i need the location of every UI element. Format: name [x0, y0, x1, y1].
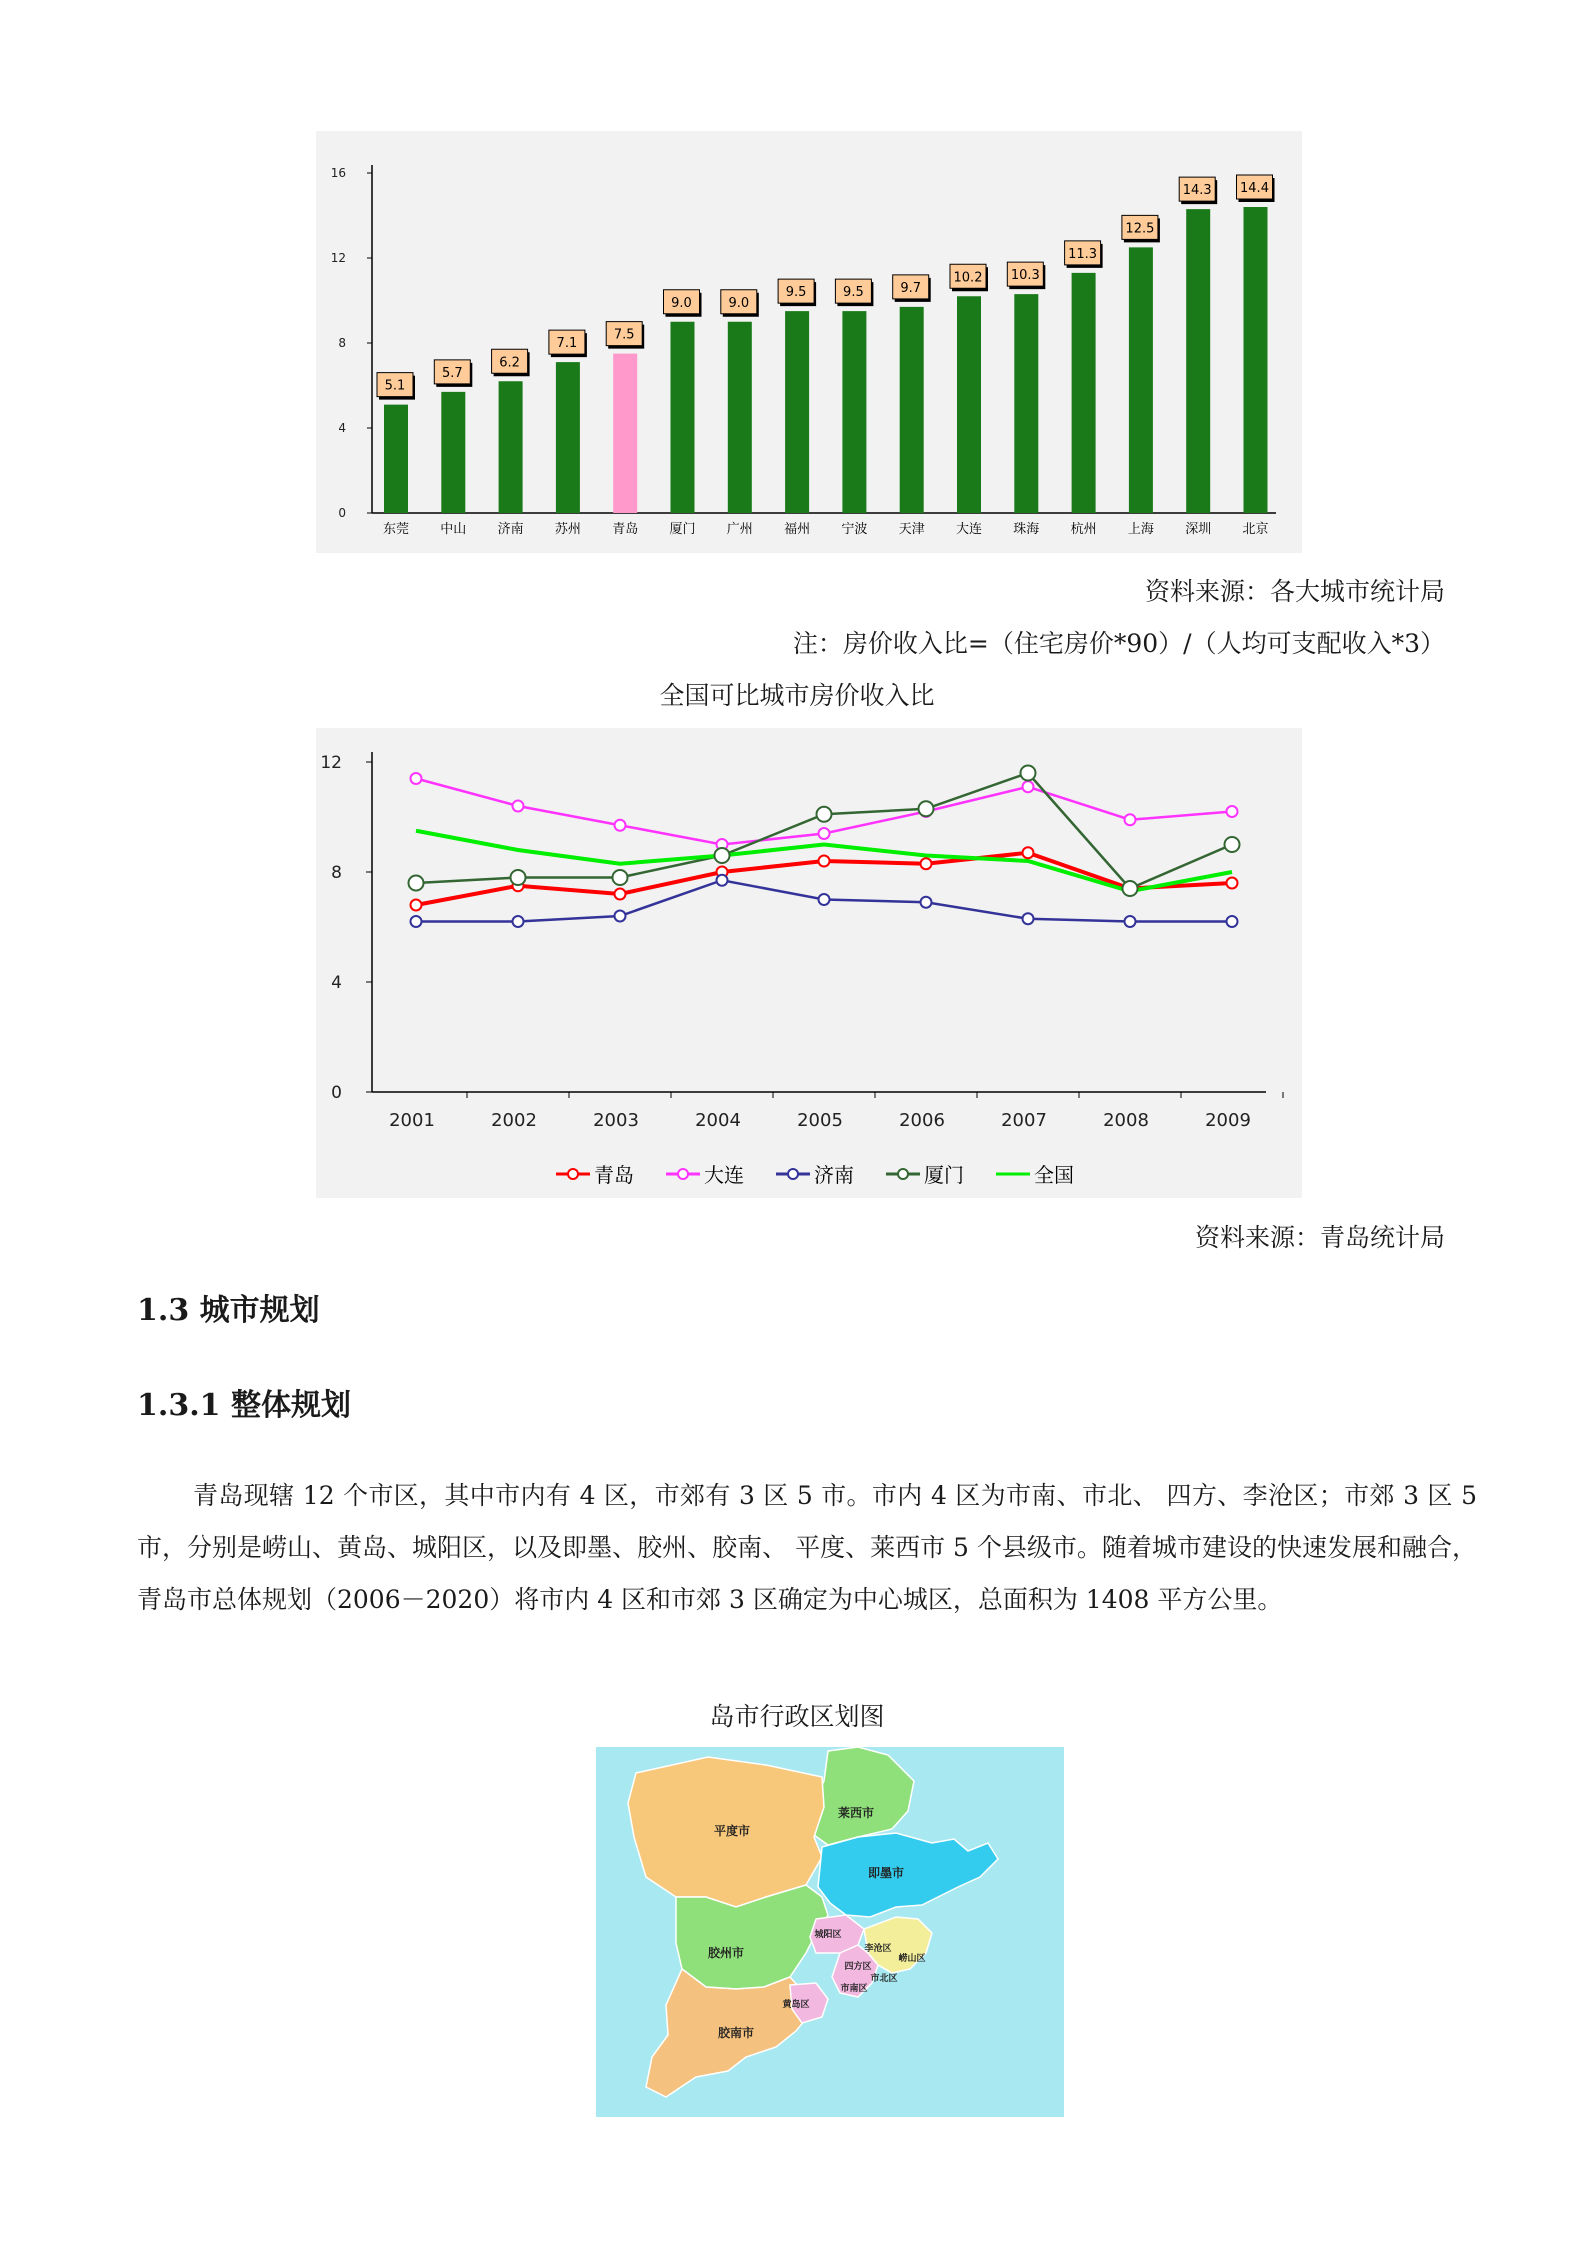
legend-marker: [678, 1169, 688, 1179]
legend-marker: [788, 1169, 798, 1179]
series-point: [613, 870, 628, 885]
data-label: 7.5: [613, 327, 635, 343]
data-label: 7.1: [556, 336, 578, 352]
bar: [957, 296, 981, 513]
series-point: [921, 897, 932, 908]
series-point: [411, 900, 422, 911]
bar-chart-panel: [316, 131, 1302, 553]
map-label-shibei: 市北区: [870, 1974, 898, 1984]
data-label: 6.2: [499, 355, 520, 371]
legend-marker: [898, 1169, 908, 1179]
data-label: 5.1: [384, 378, 406, 394]
x-tick-label: 2005: [797, 1110, 843, 1131]
series-point: [715, 848, 730, 863]
map-label-laixi: 莱西市: [837, 1806, 875, 1820]
x-tick-label: 广州: [726, 522, 753, 537]
series-point: [1123, 881, 1138, 896]
series-point: [1227, 878, 1238, 889]
bar: [671, 322, 695, 513]
x-tick-label: 2004: [695, 1110, 741, 1131]
legend-marker: [568, 1169, 578, 1179]
map-label-jiaozhou: 胶州市: [707, 1946, 745, 1960]
chart1-source: 资料来源：各大城市统计局: [1144, 577, 1445, 606]
district-map-svg: [596, 1747, 1064, 2117]
series-point: [1023, 781, 1034, 792]
x-tick-label: 珠海: [1013, 522, 1040, 537]
x-tick-label: 大连: [955, 522, 983, 537]
section-heading: 1.3 城市规划: [137, 1293, 320, 1328]
data-label: 9.5: [785, 285, 807, 301]
bar-chart: [316, 131, 1302, 553]
series-point: [1023, 913, 1034, 924]
y-tick-label: 12: [320, 753, 342, 773]
bar: [1186, 209, 1210, 513]
series-point: [819, 856, 830, 867]
series-point: [919, 801, 934, 816]
data-label: 10.3: [1010, 268, 1040, 284]
chart2-source: 资料来源：青岛统计局: [1194, 1223, 1445, 1252]
data-label: 10.2: [953, 270, 983, 286]
y-tick-label: 4: [331, 973, 342, 993]
data-label: 9.7: [900, 280, 922, 296]
data-label: 9.0: [671, 295, 692, 311]
x-tick-label: 2001: [389, 1110, 435, 1131]
x-tick-label: 济南: [497, 522, 524, 537]
map-label-jimo: 即墨市: [867, 1866, 905, 1880]
y-tick-label: 12: [330, 251, 346, 265]
x-tick-label: 2009: [1205, 1110, 1251, 1131]
bar: [1244, 207, 1268, 513]
series-point: [615, 889, 626, 900]
line-chart-panel: [316, 728, 1302, 1198]
data-label: 11.3: [1068, 246, 1098, 262]
x-tick-label: 宁波: [841, 522, 868, 537]
chart2-caption: 全国可比城市房价收入比: [659, 681, 935, 710]
map-label-chengyang: 城阳区: [814, 1930, 842, 1940]
series-point: [409, 876, 424, 891]
series-point: [921, 858, 932, 869]
bar: [1072, 273, 1096, 513]
x-tick-label: 青岛: [612, 522, 639, 537]
y-tick-label: 0: [331, 1083, 342, 1103]
map-label-shinan: 市南区: [840, 1984, 868, 1994]
series-point: [819, 828, 830, 839]
x-tick-label: 苏州: [554, 522, 581, 537]
legend-label: 青岛: [594, 1163, 634, 1187]
y-tick-label: 0: [338, 506, 346, 520]
legend-label: 全国: [1034, 1163, 1074, 1187]
legend-label: 厦门: [924, 1163, 964, 1187]
series-point: [1021, 766, 1036, 781]
x-tick-label: 北京: [1242, 522, 1269, 537]
data-label: 9.0: [728, 295, 750, 311]
series-point: [817, 807, 832, 822]
map-label-sifang: 四方区: [844, 1962, 872, 1972]
map-caption: 岛市行政区划图: [709, 1702, 885, 1731]
x-tick-label: 2003: [593, 1110, 639, 1131]
y-tick-label: 4: [338, 421, 346, 435]
bar: [785, 311, 809, 513]
bar: [900, 307, 924, 513]
bar: [1014, 294, 1038, 513]
series-point: [411, 773, 422, 784]
y-tick-label: 8: [331, 863, 342, 883]
bar: [1129, 247, 1153, 513]
series-point: [1225, 837, 1240, 852]
map-label-jiaonan: 胶南市: [717, 2026, 755, 2040]
bar: [499, 381, 523, 513]
x-tick-label: 天津: [898, 522, 925, 537]
bar: [728, 322, 752, 513]
data-label: 14.4: [1240, 181, 1269, 196]
series-point: [411, 916, 422, 927]
x-tick-label: 中山: [440, 522, 467, 537]
y-tick-label: 8: [338, 336, 346, 350]
map-label-laoshan: 崂山区: [898, 1954, 926, 1964]
series-point: [1227, 806, 1238, 817]
series-point: [513, 801, 524, 812]
series-point: [615, 820, 626, 831]
line-chart: [316, 728, 1302, 1198]
bar: [384, 405, 408, 513]
map-label-pingdu: 平度市: [713, 1824, 751, 1838]
x-tick-label: 2008: [1103, 1110, 1149, 1131]
x-tick-label: 2007: [1001, 1110, 1047, 1131]
bar: [613, 354, 637, 513]
legend-label: 大连: [704, 1163, 744, 1187]
series-point: [819, 894, 830, 905]
series-point: [1125, 814, 1136, 825]
x-tick-label: 东莞: [382, 522, 410, 537]
data-label: 5.7: [441, 365, 463, 381]
map-label-licang: 李沧区: [864, 1944, 892, 1954]
x-tick-label: 2002: [491, 1110, 537, 1131]
subsection-heading: 1.3.1 整体规划: [137, 1388, 351, 1423]
chart1-note: 注：房价收入比=（住宅房价*90）/（人均可支配收入*3）: [792, 629, 1445, 658]
x-tick-label: 福州: [784, 522, 811, 537]
series-point: [717, 875, 728, 886]
data-label: 14.3: [1182, 183, 1212, 199]
series-point: [511, 870, 526, 885]
series-point: [1023, 847, 1034, 858]
body-paragraph: 青岛现辖 12 个市区，其中市内有 4 区，市郊有 3 区 5 市。市内 4 区为市南、市北、 四方、李沧区；市郊 3 区 5 市，分别是崂山、黄岛、城阳区，以及即墨、胶州、胶南、 平度、莱西市 5 个县级市。随着城市建设的快速发展和融合，青岛市总体规划（2006－2020）将市内 4 区和市郊 3 区确定为中心城区，总面积为 1408 平方公里。: [137, 1481, 1477, 1614]
x-tick-label: 杭州: [1070, 522, 1097, 537]
map-label-huangdao: 黄岛区: [782, 2000, 810, 2010]
y-tick-label: 16: [330, 166, 346, 180]
district-map: [596, 1747, 1064, 2117]
x-tick-label: 深圳: [1185, 522, 1212, 537]
x-tick-label: 2006: [899, 1110, 945, 1131]
series-point: [1125, 916, 1136, 927]
x-tick-label: 厦门: [669, 522, 696, 537]
bar: [556, 362, 580, 513]
x-tick-label: 上海: [1127, 522, 1154, 537]
data-label: 9.5: [843, 285, 864, 301]
legend-label: 济南: [814, 1163, 854, 1187]
series-point: [513, 916, 524, 927]
bar: [842, 311, 866, 513]
series-point: [1227, 916, 1238, 927]
series-point: [615, 911, 626, 922]
bar: [441, 392, 465, 513]
data-label: 12.5: [1125, 221, 1155, 237]
